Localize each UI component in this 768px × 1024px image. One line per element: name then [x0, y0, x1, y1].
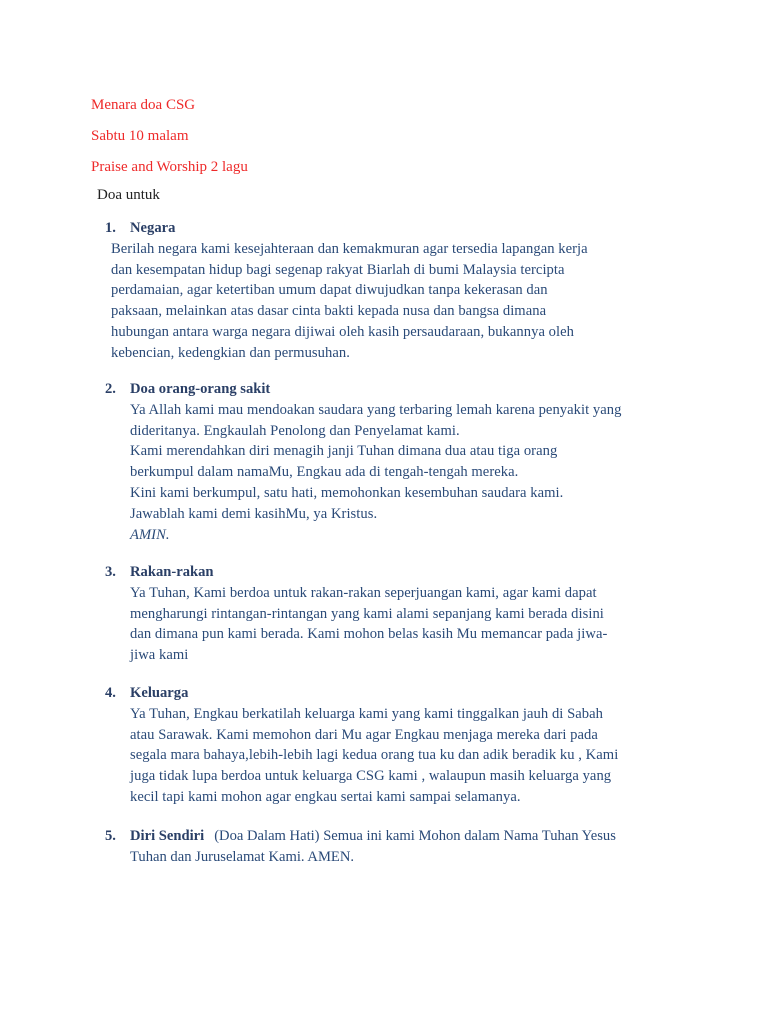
item-title: Rakan-rakan [130, 564, 214, 580]
body-line: berkumpul dalam namaMu, Engkau ada di tengah-tengah mereka. [130, 464, 519, 481]
body-line: Jawablah kami demi kasihMu, ya Kristus. [130, 505, 378, 522]
item-number: 2. [105, 381, 116, 397]
body-line: perdamaian, agar ketertiban umum dapat diwujudkan tanpa kekerasan dan [111, 282, 548, 299]
intro-text: Doa untuk [97, 187, 160, 203]
body-line: hubungan antara warga negara dijiwai oleh kasih persaudaraan, bukannya oleh [111, 323, 575, 340]
body-line: kecil tapi kami mohon agar engkau sertai kami sampai selamanya. [130, 788, 521, 805]
body-line: juga tidak lupa berdoa untuk keluarga CSG kami , walaupun masih keluarga yang [130, 768, 612, 785]
body-line: Ya Allah kami mau mendoakan saudara yang terbaring lemah karena penyakit yang [130, 401, 622, 418]
closing-amen: AMIN. [130, 526, 170, 543]
item-number: 1. [105, 220, 116, 236]
list-item-orang-sakit [105, 379, 685, 545]
body-line: jiwa kami [130, 647, 189, 664]
header-praise: Praise and Worship 2 lagu [91, 159, 248, 175]
list-item-diri-sendiri [105, 826, 685, 868]
list-item-keluarga [105, 683, 685, 808]
body-line: Kini kami berkumpul, satu hati, memohonkan kesembuhan saudara kami. [130, 484, 564, 501]
body-line: kebencian, kedengkian dan permusuhan. [111, 344, 350, 361]
item-title: Doa orang-orang sakit [130, 381, 271, 397]
item-body [111, 239, 685, 364]
body-line: dideritanya. Engkaulah Penolong dan Penyelamat kami. [130, 422, 460, 439]
body-line: Berilah negara kami kesejahteraan dan kemakmuran agar tersedia lapangan kerja [111, 240, 588, 257]
body-line: Kami merendahkan diri menagih janji Tuhan dimana dua atau tiga orang [130, 443, 558, 460]
item-title: Keluarga [130, 685, 189, 701]
item-body [130, 400, 685, 546]
item-number: 5. [105, 828, 116, 844]
body-line: mengharungi rintangan-rintangan yang kami alami sepanjang kami berada disini [130, 605, 604, 622]
item-body [130, 583, 685, 666]
body-line: segala mara bahaya,lebih-lebih lagi kedua orang tua ku dan adik beradik ku , Kami [130, 747, 619, 764]
body-line: paksaan, melainkan atas dasar cinta bakti kepada nusa dan bangsa dimana [111, 303, 547, 320]
body-line: dan kesempatan hidup bagi segenap rakyat Biarlah di bumi Malaysia tercipta [111, 261, 565, 278]
item-continuation: Tuhan dan Juruselamat Kami. AMEN. [130, 848, 355, 865]
list-item-rakan-rakan [105, 562, 685, 666]
header-schedule: Sabtu 10 malam [91, 128, 189, 144]
list-item-negara [105, 218, 685, 364]
item-number: 4. [105, 685, 116, 701]
item-number: 3. [105, 564, 116, 580]
body-line: Ya Tuhan, Engkau berkatilah keluarga kami yang kami tinggalkan jauh di Sabah [130, 705, 604, 722]
item-inline-text: (Doa Dalam Hati) Semua ini kami Mohon dalam Nama Tuhan Yesus [214, 828, 616, 844]
header-title: Menara doa CSG [91, 97, 196, 113]
body-line: Ya Tuhan, Kami berdoa untuk rakan-rakan seperjuangan kami, agar kami dapat [130, 584, 597, 601]
body-line: atau Sarawak. Kami memohon dari Mu agar Engkau menjaga mereka dari pada [130, 726, 598, 743]
item-title: Diri Sendiri [130, 828, 205, 844]
item-title: Negara [130, 220, 176, 236]
body-line: dan dimana pun kami berada. Kami mohon belas kasih Mu memancar pada jiwa- [130, 626, 608, 643]
item-body [130, 704, 685, 808]
